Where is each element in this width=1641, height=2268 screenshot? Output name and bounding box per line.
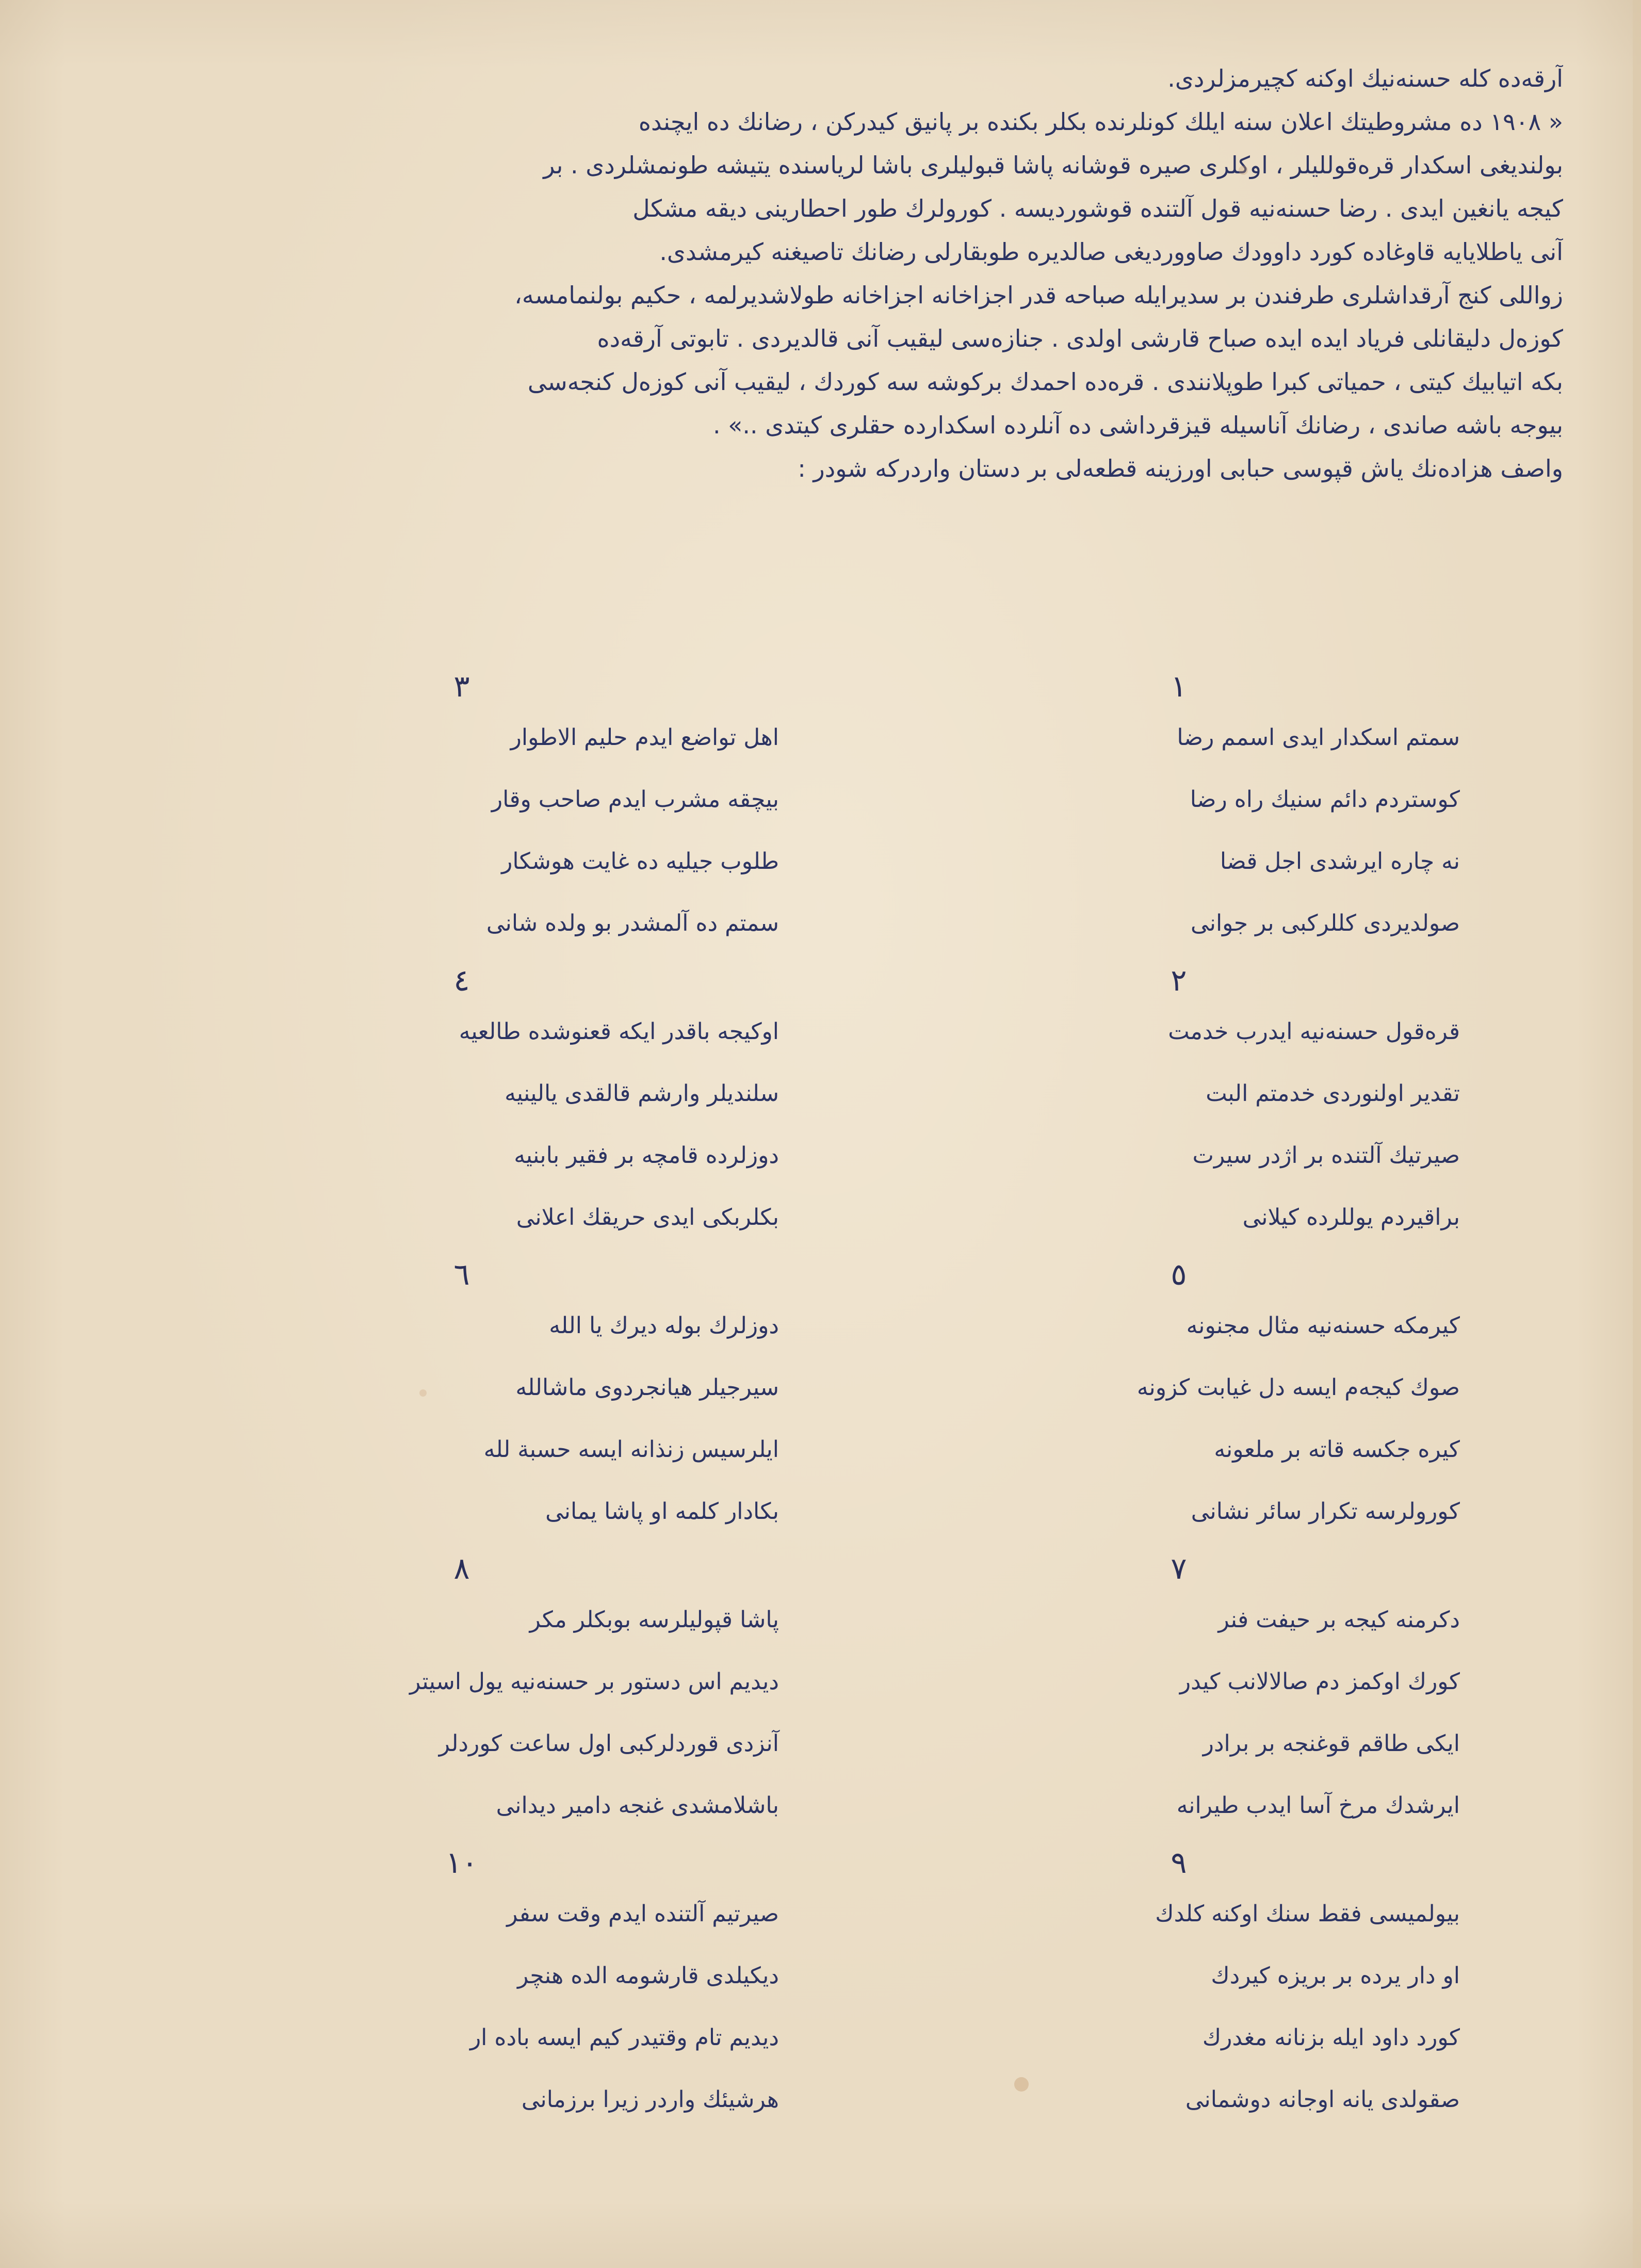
prose-line: کیجه یانغین ایدی . رضا حسنه‌نیه قول آلتنده قوشوردیسه . کورولرك طور احطارینی دیقه مشکل bbox=[632, 195, 1563, 222]
prose-line: واصف هزاده‌نك یاش قپوسی حبابی اورزینه قطعه‌لی بر دستان واردرکه شودر : bbox=[798, 455, 1563, 482]
stanza-number: ٣ bbox=[453, 669, 470, 704]
verse-line: صولدیردی کللرکبی بر جوانی bbox=[1191, 910, 1460, 936]
verse-line: کورد داود ایله بزنانه مغدرك bbox=[1202, 2024, 1460, 2051]
stanza-number: ١ bbox=[1171, 669, 1187, 704]
stanza bbox=[856, 666, 1501, 960]
stanza bbox=[856, 960, 1501, 1254]
stanza bbox=[139, 1842, 784, 2136]
stanza bbox=[139, 666, 784, 960]
stanza bbox=[856, 1548, 1501, 1842]
verse-line: تقدیر اولنوردی خدمتم البت bbox=[1206, 1080, 1460, 1107]
verse-line: قره‌قول حسنه‌نیه ایدرب خدمت bbox=[1168, 1018, 1460, 1045]
verse-line: بیچقه مشرب ایدم صاحب وقار bbox=[491, 786, 779, 813]
verse-line: دیکیلدی قارشومه الده هنچر bbox=[517, 1963, 779, 1989]
verse-line: دوزلرده قامچه بر فقیر بابنیه bbox=[514, 1142, 779, 1169]
verse-line: براقیردم یوللرده کیلانی bbox=[1242, 1204, 1460, 1230]
verse-line: ایکی طاقم قوغنجه بر برادر bbox=[1203, 1730, 1460, 1757]
verse-line: صیرتیك آلتنده بر اژدر سیرت bbox=[1192, 1142, 1460, 1169]
verse-line: بکلربکی ایدی حریقك اعلانی bbox=[516, 1204, 779, 1230]
verse-line: ایلرسیس زنذانه ایسه حسبة لله bbox=[483, 1436, 779, 1463]
prose-line: بولندیغی اسکدار قره‌قوللیلر ، اوکلری صیره قوشانه پاشا قبولیلری باشا لریاسنده یتیشه طونمشلردی . بر bbox=[543, 151, 1563, 179]
stanza bbox=[856, 1842, 1501, 2136]
prose-line: آرقه‌ده کله حسنه‌نیك اوکنه کچیرمزلردی. bbox=[1167, 64, 1563, 92]
prose-line: « ١٩٠٨ ده مشروطیتك اعلان سنه ایلك کونلرنده بکلر بکنده بر پانیق کیدرکن ، رضانك ده ایچنده bbox=[638, 108, 1563, 136]
verse-line: کوستردم دائم سنیك راه رضا bbox=[1190, 786, 1460, 813]
poem-column-left bbox=[139, 666, 784, 2136]
stanza bbox=[139, 960, 784, 1254]
stanza bbox=[139, 1254, 784, 1548]
verse-line: کورولرسه تکرار سائر نشانی bbox=[1191, 1498, 1460, 1525]
stanza bbox=[856, 1254, 1501, 1548]
verse-line: دیدیم اس دستور بر حسنه‌نیه یول اسیتر bbox=[410, 1668, 779, 1695]
verse-line: کیره جکسه قاته بر ملعونه bbox=[1214, 1436, 1460, 1463]
stanza-number: ٤ bbox=[453, 963, 470, 998]
verse-line: سمتم ده آلمشدر بو ولده شانی bbox=[486, 910, 779, 936]
verse-line: اوکیجه باقدر ایکه قعنوشده طالعیه bbox=[459, 1018, 779, 1045]
poem-column-right bbox=[856, 666, 1501, 2136]
verse-line: باشلامشدی غنجه دامیر دیدانی bbox=[496, 1792, 779, 1819]
verse-line: او دار یرده بر بریزه کیردك bbox=[1211, 1963, 1460, 1989]
stanza-number: ٨ bbox=[453, 1551, 470, 1586]
verse-line: سیرجیلر هیانجردوی ماشالله bbox=[515, 1374, 779, 1401]
verse-line: بکادار کلمه او پاشا یمانی bbox=[545, 1498, 779, 1525]
verse-line: دیدیم تام وقتیدر کیم ایسه باده ار bbox=[469, 2024, 779, 2051]
verse-line: آنزدی قوردلرکبی اول ساعت کوردلر bbox=[438, 1730, 779, 1757]
stanza-number: ٦ bbox=[453, 1257, 470, 1292]
prose-line: کوزه‌ل دلیقانلی فریاد ایده ایده صباح قارشی اولدی . جنازه‌سی لیقیب آنی قالدیردی . تابوتی آرقه‌ده bbox=[597, 325, 1563, 352]
verse-line: طلوب جیلیه ده غایت هوشکار bbox=[501, 848, 779, 874]
stanza-number: ٥ bbox=[1171, 1257, 1187, 1292]
verse-line: کورك اوکمز دم صالالانب کیدر bbox=[1179, 1668, 1460, 1695]
stanza bbox=[139, 1548, 784, 1842]
verse-line: ایرشدك مرخ آسا ایدب طیرانه bbox=[1176, 1792, 1460, 1819]
stanza-number: ٧ bbox=[1171, 1551, 1187, 1586]
verse-line: صقولدی یانه اوجانه دوشمانی bbox=[1185, 2086, 1460, 2113]
stanza-number: ٩ bbox=[1171, 1845, 1187, 1880]
prose-line: زواللی کنج آرقداشلری طرفندن بر سدیرایله صباحه قدر اجزاخانه اجزاخانه طولاشدیرلمه ، حکیم بولنمامسه، bbox=[514, 281, 1563, 309]
verse-line: نه چاره ایرشدی اجل قضا bbox=[1220, 848, 1460, 874]
verse-line: سمتم اسکدار ایدی اسمم رضا bbox=[1177, 724, 1460, 751]
prose-line: بیوجه باشه صاندی ، رضانك آناسیله قیزقرداشی ده آنلرده اسکدارده حقلری کیتدی ..» . bbox=[712, 411, 1563, 439]
prose-line: بکه اتیابیك کیتی ، حمیاتی کبرا طوپلانندی . قره‌ده احمدك برکوشه سه کوردك ، لیقیب آنی کوزه‌ل کنجه‌سی bbox=[527, 368, 1563, 396]
verse-line: پاشا قپولیلرسه بوبکلر مکر bbox=[529, 1607, 779, 1633]
verse-line: هرشیئك واردر زیرا برزمانی bbox=[521, 2086, 779, 2113]
verse-line: دکرمنه کیجه بر حیفت فنر bbox=[1218, 1607, 1460, 1633]
verse-line: دوزلرك بوله دیرك یا الله bbox=[549, 1313, 779, 1339]
verse-line: سلندیلر وارشم قالقدی یالینیه bbox=[505, 1080, 779, 1107]
verse-line: اهل تواضع ایدم حلیم الاطوار bbox=[510, 724, 779, 751]
verse-line: بیولمیسی فقط سنك اوکنه کلدك bbox=[1155, 1901, 1460, 1927]
verse-line: کیرمکه حسنه‌نیه مثال مجنونه bbox=[1186, 1313, 1460, 1339]
prose-line: آنی یاطلایایه قاوغاده کورد داوودك صاوورديغی صالدیره طوبقارلی رضانك تاصیغنه کیرمشدی. bbox=[659, 238, 1563, 266]
stanza-number: ١٠ bbox=[445, 1845, 478, 1880]
verse-line: صوك کیجه‌م ایسه دل غیابت کزونه bbox=[1136, 1374, 1460, 1401]
stanza-number: ٢ bbox=[1171, 963, 1187, 998]
prose-paragraph bbox=[77, 57, 1563, 490]
verse-line: صیرتیم آلتنده ایدم وقت سفر bbox=[507, 1901, 779, 1927]
